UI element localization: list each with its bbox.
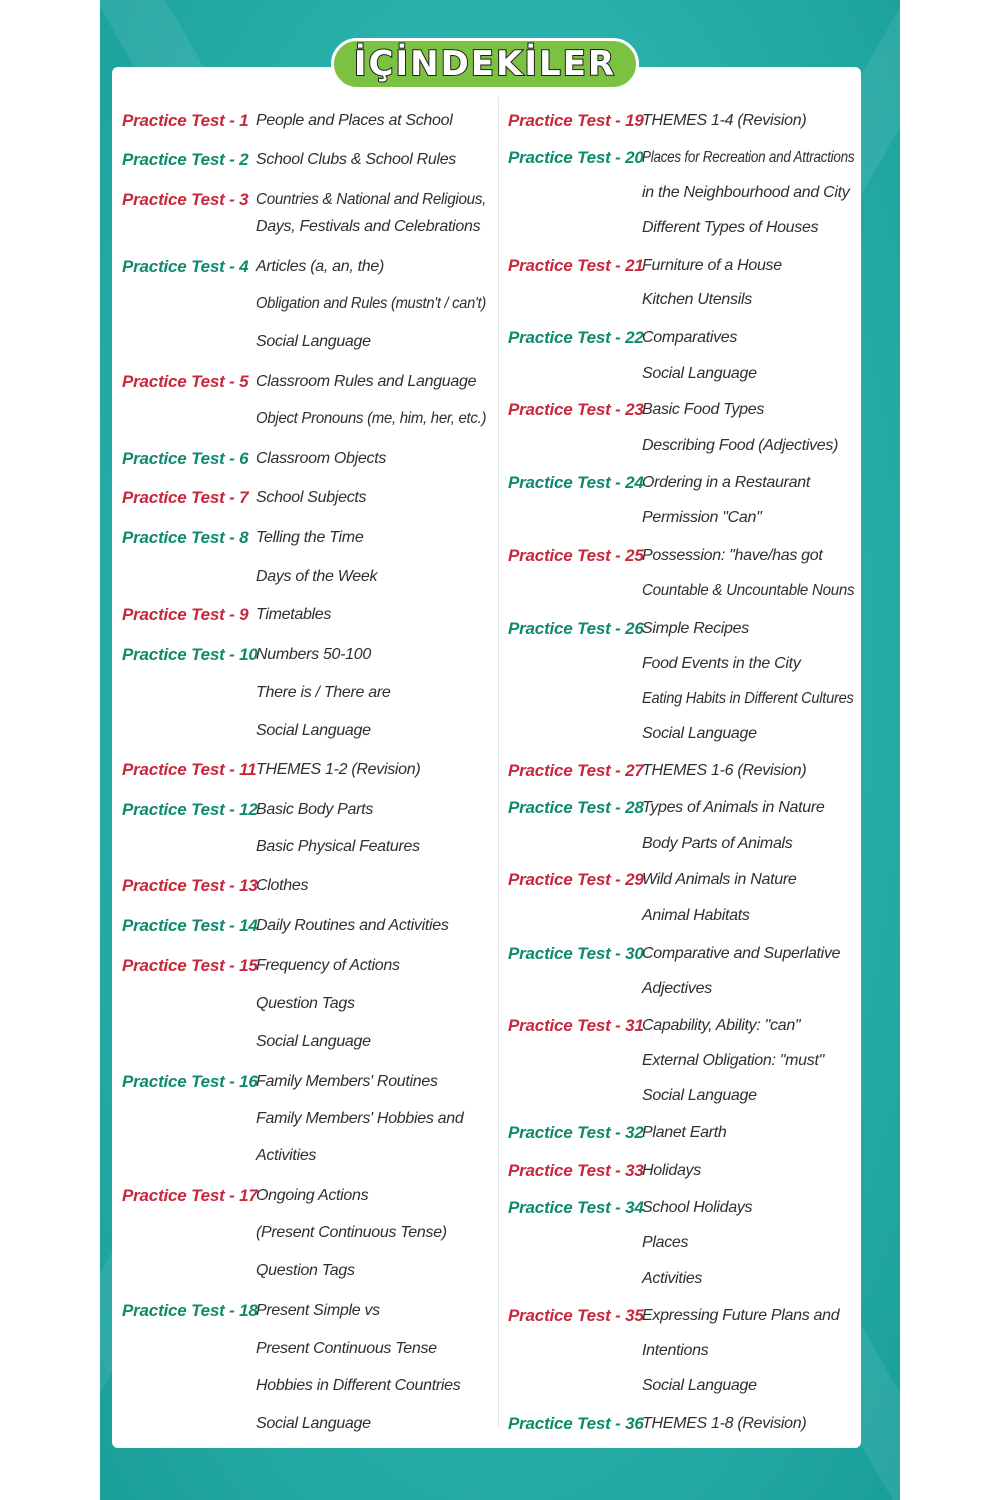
topic-line: There is / There are xyxy=(256,684,391,701)
topic-line: Ongoing Actions xyxy=(256,1187,369,1204)
topic-line: Food Events in the City xyxy=(642,655,801,672)
topic-line: Eating Habits in Different Cultures xyxy=(642,690,854,707)
practice-test-label: Practice Test - 7 xyxy=(122,488,249,507)
topic-line: Obligation and Rules (mustn't / can't) xyxy=(256,295,486,312)
practice-test-label: Practice Test - 18 xyxy=(122,1301,258,1320)
topic-line: Hobbies in Different Countries xyxy=(256,1377,461,1394)
topic-line: Furniture of a House xyxy=(642,257,782,274)
topic-line: Animal Habitats xyxy=(642,907,750,924)
practice-test-label: Practice Test - 33 xyxy=(508,1161,644,1180)
topic-line: Present Simple vs xyxy=(256,1302,380,1319)
topic-line: Ordering in a Restaurant xyxy=(642,474,811,491)
practice-test-label: Practice Test - 25 xyxy=(508,546,644,565)
practice-test-label: Practice Test - 20 xyxy=(508,148,644,167)
practice-test-label: Practice Test - 1 xyxy=(122,111,249,130)
topic-line: Activities xyxy=(642,1270,703,1287)
topic-line: School Holidays xyxy=(642,1199,753,1216)
topic-line: Days, Festivals and Celebrations xyxy=(256,218,481,235)
topic-line: THEMES 1-8 (Revision) xyxy=(642,1415,807,1432)
practice-test-label: Practice Test - 35 xyxy=(508,1306,644,1325)
topic-line: Present Continuous Tense xyxy=(256,1340,437,1357)
topic-line: Frequency of Actions xyxy=(256,957,400,974)
topic-line: Classroom Rules and Language xyxy=(256,373,477,390)
practice-test-label: Practice Test - 10 xyxy=(122,645,258,664)
topic-line: Social Language xyxy=(256,333,371,350)
topic-line: in the Neighbourhood and City xyxy=(642,184,850,201)
topic-line: Wild Animals in Nature xyxy=(642,871,797,888)
topic-line: Kitchen Utensils xyxy=(642,291,752,308)
topic-line: Adjectives xyxy=(642,980,712,997)
topic-line: Capability, Ability: "can" xyxy=(642,1017,801,1034)
topic-line: Timetables xyxy=(256,606,332,623)
practice-test-label: Practice Test - 24 xyxy=(508,473,644,492)
topic-line: THEMES 1-6 (Revision) xyxy=(642,762,807,779)
topic-line: Permission "Can" xyxy=(642,509,762,526)
topic-line: Question Tags xyxy=(256,995,355,1012)
topic-line: Expressing Future Plans and xyxy=(642,1307,840,1324)
topic-line: Basic Body Parts xyxy=(256,801,374,818)
topic-line: People and Places at School xyxy=(256,112,453,129)
topic-line: Planet Earth xyxy=(642,1124,727,1141)
topic-line: Basic Physical Features xyxy=(256,838,420,855)
practice-test-label: Practice Test - 8 xyxy=(122,528,249,547)
practice-test-label: Practice Test - 16 xyxy=(122,1072,258,1091)
topic-line: Social Language xyxy=(256,1415,371,1432)
practice-test-label: Practice Test - 15 xyxy=(122,956,258,975)
practice-test-label: Practice Test - 12 xyxy=(122,800,258,819)
topic-line: Articles (a, an, the) xyxy=(256,258,384,275)
practice-test-label: Practice Test - 4 xyxy=(122,257,249,276)
practice-test-label: Practice Test - 27 xyxy=(508,761,644,780)
topic-line: Describing Food (Adjectives) xyxy=(642,437,839,454)
practice-test-label: Practice Test - 23 xyxy=(508,400,644,419)
topic-line: Daily Routines and Activities xyxy=(256,917,449,934)
topic-line: Object Pronouns (me, him, her, etc.) xyxy=(256,410,487,427)
practice-test-label: Practice Test - 31 xyxy=(508,1016,644,1035)
page-title: İÇİNDEKİLER xyxy=(353,44,617,84)
topic-line: Days of the Week xyxy=(256,568,378,585)
practice-test-label: Practice Test - 5 xyxy=(122,372,249,391)
topic-line: Possession: "have/has got xyxy=(642,547,823,564)
topic-line: Social Language xyxy=(642,1377,757,1394)
poster-background xyxy=(100,0,900,1500)
topic-line: Activities xyxy=(256,1147,317,1164)
topic-line: Countable & Uncountable Nouns xyxy=(642,582,855,599)
topic-line: Comparative and Superlative xyxy=(642,945,841,962)
topic-line: Clothes xyxy=(256,877,309,894)
topic-line: School Subjects xyxy=(256,489,367,506)
topic-line: (Present Continuous Tense) xyxy=(256,1224,447,1241)
topic-line: Countries & National and Religious, xyxy=(256,191,487,208)
practice-test-label: Practice Test - 2 xyxy=(122,150,249,169)
topic-line: Social Language xyxy=(642,725,757,742)
topic-line: External Obligation: "must" xyxy=(642,1052,825,1069)
topic-line: THEMES 1-2 (Revision) xyxy=(256,761,421,778)
practice-test-label: Practice Test - 19 xyxy=(508,111,644,130)
contents-card xyxy=(112,67,861,1448)
topic-line: THEMES 1-4 (Revision) xyxy=(642,112,807,129)
practice-test-label: Practice Test - 13 xyxy=(122,876,258,895)
topic-line: Telling the Time xyxy=(256,529,364,546)
topic-line: Question Tags xyxy=(256,1262,355,1279)
title-badge xyxy=(331,38,639,90)
practice-test-label: Practice Test - 3 xyxy=(122,190,249,209)
topic-line: Family Members' Hobbies and xyxy=(256,1110,464,1127)
topic-line: Social Language xyxy=(256,722,371,739)
practice-test-label: Practice Test - 9 xyxy=(122,605,249,624)
practice-test-label: Practice Test - 29 xyxy=(508,870,644,889)
topic-line: Body Parts of Animals xyxy=(642,835,793,852)
practice-test-label: Practice Test - 6 xyxy=(122,449,249,468)
topic-line: School Clubs & School Rules xyxy=(256,151,457,168)
topic-line: Intentions xyxy=(642,1342,709,1359)
column-divider xyxy=(498,97,499,1427)
topic-line: Places for Recreation and Attractions xyxy=(642,149,855,166)
topic-line: Simple Recipes xyxy=(642,620,749,637)
practice-test-label: Practice Test - 32 xyxy=(508,1123,644,1142)
topic-line: Family Members' Routines xyxy=(256,1073,438,1090)
practice-test-label: Practice Test - 17 xyxy=(122,1186,258,1205)
topic-line: Different Types of Houses xyxy=(642,219,819,236)
practice-test-label: Practice Test - 22 xyxy=(508,328,644,347)
topic-line: Numbers 50-100 xyxy=(256,646,371,663)
topic-line: Basic Food Types xyxy=(642,401,765,418)
practice-test-label: Practice Test - 28 xyxy=(508,798,644,817)
topic-line: Comparatives xyxy=(642,329,738,346)
topic-line: Social Language xyxy=(642,1087,757,1104)
topic-line: Classroom Objects xyxy=(256,450,387,467)
practice-test-label: Practice Test - 36 xyxy=(508,1414,644,1433)
topic-line: Places xyxy=(642,1234,689,1251)
topic-line: Social Language xyxy=(256,1033,371,1050)
practice-test-label: Practice Test - 14 xyxy=(122,916,258,935)
topic-line: Social Language xyxy=(642,365,757,382)
practice-test-label: Practice Test - 26 xyxy=(508,619,644,638)
practice-test-label: Practice Test - 11 xyxy=(122,760,257,779)
topic-line: Types of Animals in Nature xyxy=(642,799,825,816)
topic-line: Holidays xyxy=(642,1162,701,1179)
practice-test-label: Practice Test - 21 xyxy=(508,256,644,275)
practice-test-label: Practice Test - 30 xyxy=(508,944,644,963)
practice-test-label: Practice Test - 34 xyxy=(508,1198,644,1217)
